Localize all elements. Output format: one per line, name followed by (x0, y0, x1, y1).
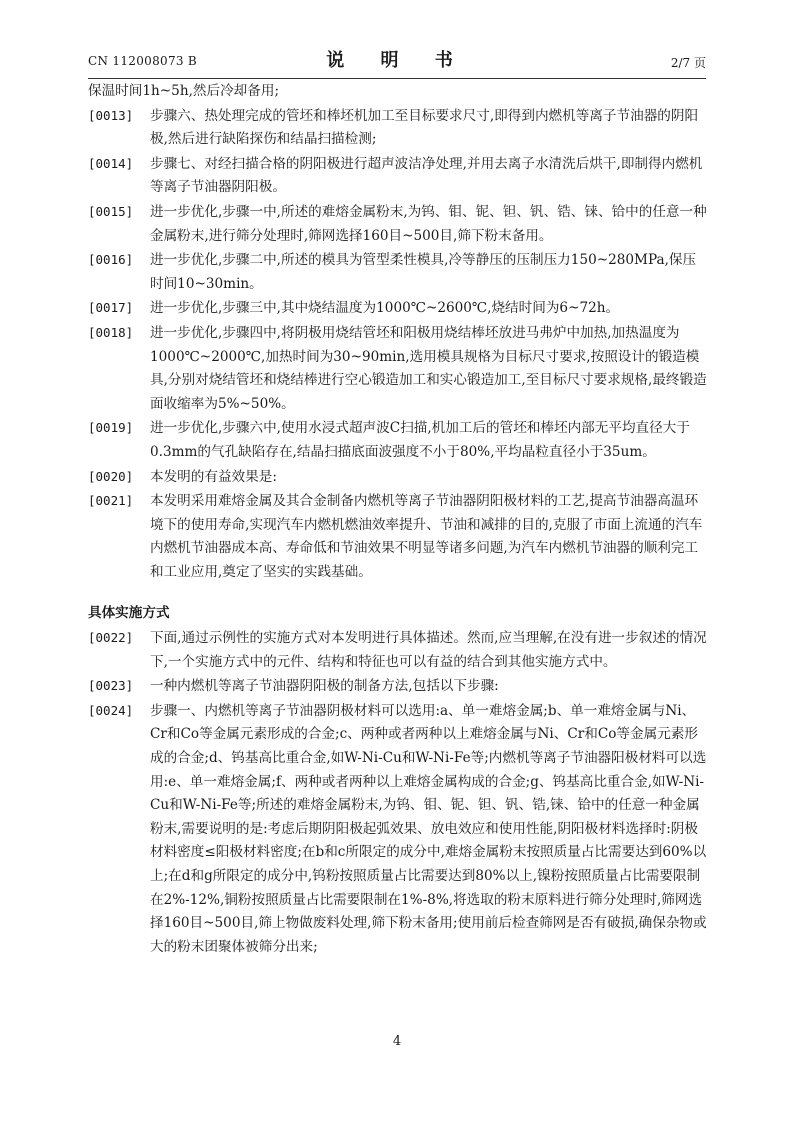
paragraph-number: [0017] (88, 300, 134, 316)
patent-number: CN 112008073 B (88, 54, 198, 68)
page-indicator: 2/7 页 (670, 56, 706, 70)
paragraph-number: [0024] (88, 702, 134, 718)
paragraph-0024 (88, 699, 708, 960)
paragraph-0023 (88, 674, 708, 699)
page-number: 4 (392, 1034, 402, 1049)
paragraph-0017 (88, 296, 708, 321)
paragraph-number: [0015] (88, 203, 134, 219)
paragraph-text: 进一步优化,步骤二中,所述的模具为管型柔性模具,冷等静压的压制压力150~280MPa,保压时间10~30min。 (150, 252, 697, 292)
document-body (88, 80, 708, 959)
page-header (88, 44, 706, 79)
paragraph-0021 (88, 489, 708, 584)
document-title: 说 明 书 (326, 50, 468, 71)
paragraph-text: 本发明的有益效果是: (150, 468, 277, 485)
paragraph-text: 进一步优化,步骤一中,所述的难熔金属粉末,为钨、钼、铌、钽、钒、锆、铼、铪中的任意一种金属粉末,进行筛分处理时,筛网选择160目~500目,筛下粉末备用。 (150, 203, 707, 244)
paragraph-number: [0021] (88, 493, 134, 509)
paragraph-0019 (88, 416, 708, 464)
paragraph-text: 进一步优化,步骤四中,将阴极用烧结管坯和阳极用烧结棒坯放进马弗炉中加热,加热温度为1000℃~2000℃,加热时间为30~90min,选用模具规格为目标尺寸要求,按照设计的锻造模具,分别对烧结管坯和烧结棒进行空心锻造加工和实心锻造加工,至目标尺寸要求规格,最终锻造面收缩率为5%~50%。 (150, 324, 707, 412)
paragraph-number: [0023] (88, 678, 134, 694)
paragraph-text: 进一步优化,步骤三中,其中烧结温度为1000℃~2600℃,烧结时间为6~72h。 (150, 300, 620, 317)
paragraph-number: [0014] (88, 155, 134, 171)
section-heading: 具体实施方式 (88, 605, 170, 622)
paragraph-0020 (88, 465, 708, 490)
paragraph-number: [0019] (88, 420, 134, 436)
paragraph-text: 步骤一、内燃机等离子节油器阴极材料可以选用:a、单一难熔金属;b、单一难熔金属与Ni、Cr和Co等金属元素形成的合金;c、两种或者两种以上难熔金属与Ni、Cr和Co等金属元素形成的合金;d、钨基高比重合金,如W-Ni-Cu和W-Ni-Fe等;内燃机等离子节油器阳极材料可以选用:e、单一难熔金属;f、两种或者两种以上难熔金属构成的合金;g、钨基高比重合金,如W-Ni-Cu和W-Ni-Fe等;所述的难熔金属粉末,为钨、钼、铌、钽、钒、锆,铼、铪中的任意一种金属粉末,需要说明的是:考虑后期阴阳极起弧效果、放电效应和使用性能,阴阳极材料选择时:阴极材料密度≤阳极材料密度;在b和c所限定的成分中,难熔金属粉末按照质量占比需要达到60%以上;在d和g所限定的成分中,钨粉按照质量占比需要达到80%以上,镍粉按照质量占比需要限制在2%-12%,铜粉按照质量占比需要限制在1%-8%,将选取的粉末原料进行筛分处理时,筛网选择160目~500目,筛上物做废料处理,筛下粉末备用;使用前后检查筛网是否有破损,确保杂物或大的粉末团聚体被筛分出来; (150, 702, 707, 955)
paragraph-text: 进一步优化,步骤六中,使用水浸式超声波C扫描,机加工后的管坯和棒坯内部无平均直径大于0.3mm的气孔缺陷存在,结晶扫描底面波强度不小于80%,平均晶粒直径小于35um。 (150, 420, 690, 460)
paragraph-0013 (88, 104, 708, 152)
paragraph-number: [0018] (88, 324, 134, 340)
paragraph-0016 (88, 248, 708, 296)
continued-paragraph: 保温时间1h~5h,然后冷却备用; (88, 83, 280, 99)
paragraph-text: 下面,通过示例性的实施方式对本发明进行具体描述。然而,应当理解,在没有进一步叙述的情况下,一个实施方式中的元件、结构和特征也可以有益的结合到其他实施方式中。 (150, 630, 707, 670)
paragraph-number: [0016] (88, 252, 134, 268)
paragraph-0022 (88, 626, 708, 674)
paragraph-number: [0020] (88, 468, 134, 484)
paragraph-0018 (88, 321, 708, 416)
paragraph-text: 本发明采用难熔金属及其合金制备内燃机等离子节油器阴阳极材料的工艺,提高节油器高温环境下的使用寿命,实现汽车内燃机燃油效率提升、节油和减排的目的,克服了市面上流通的汽车内燃机节油器成本高、寿命低和节油效果不明显等诸多问题,为汽车内燃机节油器的顺利完工和工业应用,奠定了坚实的实践基础。 (150, 493, 703, 580)
paragraph-number: [0022] (88, 630, 134, 646)
paragraph-text: 步骤七、对经扫描合格的阴阳极进行超声波洁净处理,并用去离子水清洗后烘干,即制得内燃机等离子节油器阴阳极。 (150, 155, 703, 196)
paragraph-0014 (88, 152, 708, 200)
paragraph-text: 一种内燃机等离子节油器阴阳极的制备方法,包括以下步骤: (150, 678, 499, 695)
paragraph-0015 (88, 200, 708, 248)
paragraph-text: 步骤六、热处理完成的管坯和棒坯机加工至目标要求尺寸,即得到内燃机等离子节油器的阴阳极,然后进行缺陷探伤和结晶扫描检测; (150, 107, 699, 148)
paragraph-number: [0013] (88, 107, 134, 123)
